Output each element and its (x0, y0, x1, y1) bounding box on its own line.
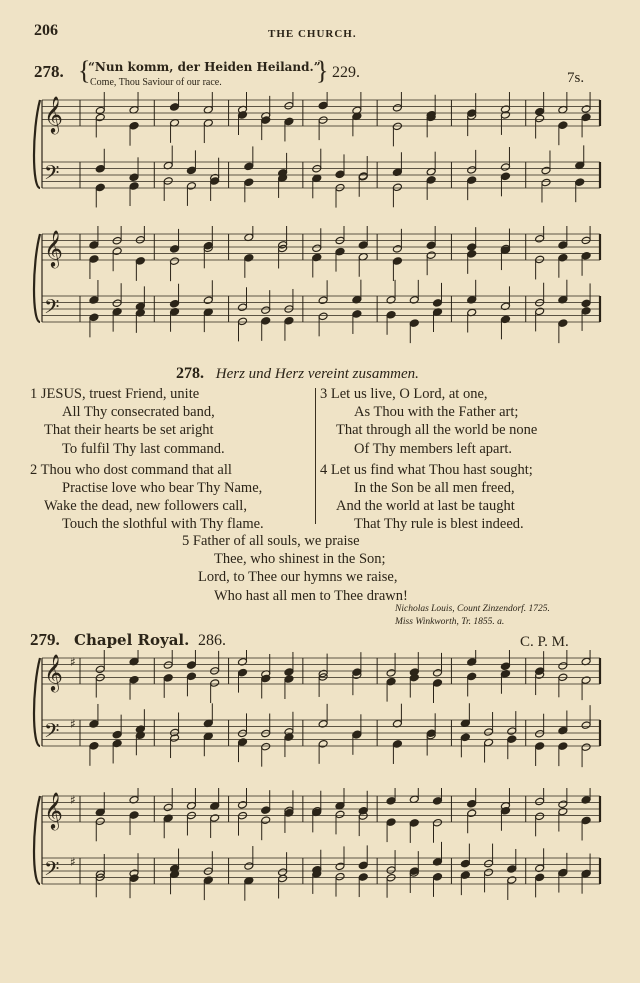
note-head (163, 803, 173, 812)
note-head (261, 816, 271, 825)
note-head (318, 101, 328, 110)
note-head (392, 104, 402, 113)
verse-line: In the Son be all men freed, (354, 480, 515, 497)
note-head (484, 859, 494, 868)
note-head (244, 162, 254, 171)
note-head (409, 819, 419, 828)
hymn-number: 278. (176, 365, 204, 382)
note-head (484, 868, 494, 877)
note-head (535, 797, 545, 806)
note-head (467, 799, 477, 808)
note-head (558, 868, 568, 877)
note-head (129, 182, 139, 191)
note-head (500, 172, 510, 181)
note-head (426, 176, 436, 185)
tune-number: 278. (34, 62, 64, 81)
author-credit: Nicholas Louis, Count Zinzendorf. 1725. (395, 604, 550, 614)
verse-line: 4 Let us find what Thou hast sought; (320, 461, 533, 478)
note-head (203, 296, 213, 305)
page-number: 206 (34, 22, 58, 39)
verse-line: All Thy consecrated band, (62, 404, 215, 421)
note-head (581, 796, 591, 805)
note-head (261, 729, 271, 738)
note-head (558, 121, 568, 130)
system-brace (34, 796, 40, 884)
note-head (261, 317, 271, 326)
note-head (467, 243, 477, 252)
note-head (426, 241, 436, 250)
note-head (163, 661, 173, 670)
note-head (358, 873, 368, 882)
note-head (507, 876, 517, 885)
verses-right (320, 385, 537, 534)
verse-line: Practise love who bear Thy Name, (62, 480, 263, 497)
note-head (535, 812, 545, 821)
note-head (318, 116, 328, 125)
tune-meter: 7s. (567, 70, 585, 86)
note-head (426, 251, 436, 260)
note-head (581, 307, 591, 316)
note-head (535, 742, 545, 751)
note-head (581, 252, 591, 261)
note-head (244, 254, 254, 263)
note-head (95, 183, 105, 192)
note-head (358, 241, 368, 250)
note-head (112, 299, 122, 308)
note-head (95, 113, 105, 122)
note-head (392, 245, 402, 254)
note-head (386, 818, 396, 827)
note-head (278, 874, 288, 883)
note-head (170, 103, 180, 112)
note-head (386, 677, 396, 686)
note-head (500, 662, 510, 671)
note-head (433, 873, 443, 882)
note-head (312, 253, 322, 262)
note-head (129, 811, 139, 820)
hymn-first-line-title: Herz und Herz vereint zusammen. (215, 366, 419, 382)
note-head (535, 307, 545, 316)
note-head (433, 797, 443, 806)
note-head (170, 245, 180, 254)
note-head (129, 675, 139, 684)
note-head (170, 257, 180, 266)
note-head (467, 166, 477, 175)
note-head (392, 740, 402, 749)
note-head (541, 166, 551, 175)
treble-clef: 𝄞 (44, 653, 63, 691)
verse-line: Touch the slothful with Thy flame. (62, 516, 264, 533)
brace-close: } (316, 56, 329, 85)
brace-open: { (78, 56, 91, 85)
note-head (433, 818, 443, 827)
verse-line: And the world at last be taught (336, 498, 515, 515)
note-head (558, 662, 568, 671)
note-head (186, 672, 196, 681)
note-head (238, 668, 248, 677)
note-head (558, 253, 568, 262)
note-head (558, 726, 568, 735)
note-head (507, 727, 517, 736)
note-head (386, 797, 396, 806)
note-head (238, 801, 248, 810)
note-head (89, 720, 99, 729)
note-head (135, 236, 145, 245)
hymn-title (176, 365, 419, 383)
tune-ref: 229. (332, 64, 360, 81)
note-head (335, 872, 345, 881)
running-title: THE CHURCH. (268, 28, 357, 40)
note-head (581, 299, 591, 308)
note-head (467, 809, 477, 818)
column-divider (315, 388, 316, 524)
system-brace (34, 234, 40, 322)
note-head (210, 679, 220, 688)
key-signature-sharp: ♯ (70, 792, 76, 807)
note-head (284, 117, 294, 126)
note-head (95, 165, 105, 174)
note-head (135, 731, 145, 740)
note-head (535, 114, 545, 123)
note-head (170, 299, 180, 308)
note-head (535, 873, 545, 882)
note-head (261, 742, 271, 751)
note-head (433, 299, 443, 308)
verse-5 (182, 532, 408, 605)
note-head (89, 313, 99, 322)
verse-line: 5 Father of all souls, we praise (182, 533, 360, 549)
bass-clef: 𝄢 (44, 160, 60, 189)
note-head (95, 817, 105, 826)
note-head (581, 113, 591, 122)
note-head (335, 170, 345, 179)
note-head (575, 178, 585, 187)
music-system-4 (30, 788, 610, 912)
translator-credit: Miss Winkworth, Tr. 1855. a. (395, 617, 505, 627)
note-head (318, 740, 328, 749)
note-head (352, 310, 362, 319)
music-system-2 (30, 226, 610, 354)
bass-clef: 𝄢 (44, 294, 60, 323)
note-head (581, 105, 591, 114)
note-head (535, 255, 545, 264)
note-head (95, 106, 105, 115)
note-head (89, 742, 99, 751)
note-head (386, 866, 396, 875)
tune-number: 279. (30, 630, 60, 649)
note-head (244, 178, 254, 187)
verse-line: That through all the world be none (336, 422, 538, 439)
note-head (500, 163, 510, 172)
verse-line: Thee, who shinest in the Son; (214, 551, 386, 568)
note-head (507, 735, 517, 744)
verse-line: Lord, to Thee our hymns we raise, (198, 569, 398, 586)
note-head (558, 800, 568, 809)
music-system-3 (30, 650, 610, 778)
note-head (460, 733, 470, 742)
note-head (558, 241, 568, 250)
note-head (89, 255, 99, 264)
note-head (558, 319, 568, 328)
note-head (581, 743, 591, 752)
note-head (261, 806, 271, 815)
note-head (186, 182, 196, 191)
verse-line: To fulfil Thy last command. (62, 440, 225, 457)
system-brace (34, 658, 40, 746)
note-head (558, 807, 568, 816)
note-head (135, 257, 145, 266)
note-head (284, 317, 294, 326)
treble-clef: 𝄞 (44, 791, 63, 829)
note-head (392, 183, 402, 192)
note-head (318, 312, 328, 321)
note-head (312, 244, 322, 253)
note-head (112, 730, 122, 739)
note-head (535, 234, 545, 243)
note-head (541, 178, 551, 187)
note-head (89, 241, 99, 250)
music-system-1 (30, 92, 610, 216)
note-head (129, 121, 139, 130)
note-head (558, 742, 568, 751)
note-head (335, 810, 345, 819)
key-signature-sharp: ♯ (70, 854, 76, 869)
note-head (467, 658, 477, 667)
note-head (261, 306, 271, 315)
note-head (95, 665, 105, 674)
note-head (535, 107, 545, 116)
note-head (507, 865, 517, 874)
note-head (335, 862, 345, 871)
note-head (210, 814, 220, 823)
note-head (112, 739, 122, 748)
note-head (284, 101, 294, 110)
verse-line: 1 JESUS, truest Friend, unite (30, 386, 200, 402)
verse-line: 2 Thou who dost command that all (30, 461, 232, 478)
note-head (460, 859, 470, 868)
note-head (409, 319, 419, 328)
verse-line: 3 Let us live, O Lord, at one, (320, 386, 488, 402)
note-head (186, 661, 196, 670)
verse-line: That their hearts be set aright (44, 422, 214, 439)
note-head (89, 296, 99, 305)
note-head (238, 303, 248, 312)
bass-clef: 𝄢 (44, 856, 60, 885)
verse-line: Who hast all men to Thee drawn! (214, 587, 408, 604)
note-head (284, 675, 294, 684)
note-head (467, 176, 477, 185)
verse-line: Wake the dead, new followers call, (44, 498, 247, 515)
note-head (433, 669, 443, 678)
tune-german-title: “Nun komm, der Heiden Heiland.” (88, 60, 321, 74)
note-head (163, 177, 173, 186)
treble-clef: 𝄞 (44, 229, 63, 267)
note-head (318, 296, 328, 305)
note-head (433, 679, 443, 688)
note-head (386, 669, 396, 678)
note-head (535, 729, 545, 738)
note-head (460, 871, 470, 880)
note-head (484, 728, 494, 737)
note-head (335, 247, 345, 256)
note-head (386, 311, 396, 320)
note-head (581, 816, 591, 825)
note-head (392, 257, 402, 266)
note-head (210, 177, 220, 186)
verses-left (30, 385, 264, 534)
tune-ref: 286. (198, 632, 226, 649)
tune-name: Chapel Royal. (74, 631, 190, 649)
note-head (467, 672, 477, 681)
note-head (186, 166, 196, 175)
note-head (112, 247, 122, 256)
note-head (238, 317, 248, 326)
key-signature-sharp: ♯ (70, 716, 76, 731)
bass-clef: 𝄢 (44, 718, 60, 747)
note-head (163, 674, 173, 683)
key-signature-sharp: ♯ (70, 654, 76, 669)
verse-line: Of Thy members left apart. (354, 440, 512, 457)
tune-english-title: Come, Thou Saviour of our race. (90, 77, 222, 88)
note-head (467, 250, 477, 259)
system-brace (34, 100, 40, 188)
note-head (284, 668, 294, 677)
note-head (581, 721, 591, 730)
note-head (129, 173, 139, 182)
treble-clef: 𝄞 (44, 95, 63, 133)
verse-line: As Thou with the Father art; (354, 404, 519, 421)
tune-meter: C. P. M. (520, 634, 569, 650)
verse-line: That Thy rule is blest indeed. (354, 516, 524, 533)
note-head (244, 862, 254, 871)
note-head (358, 861, 368, 870)
